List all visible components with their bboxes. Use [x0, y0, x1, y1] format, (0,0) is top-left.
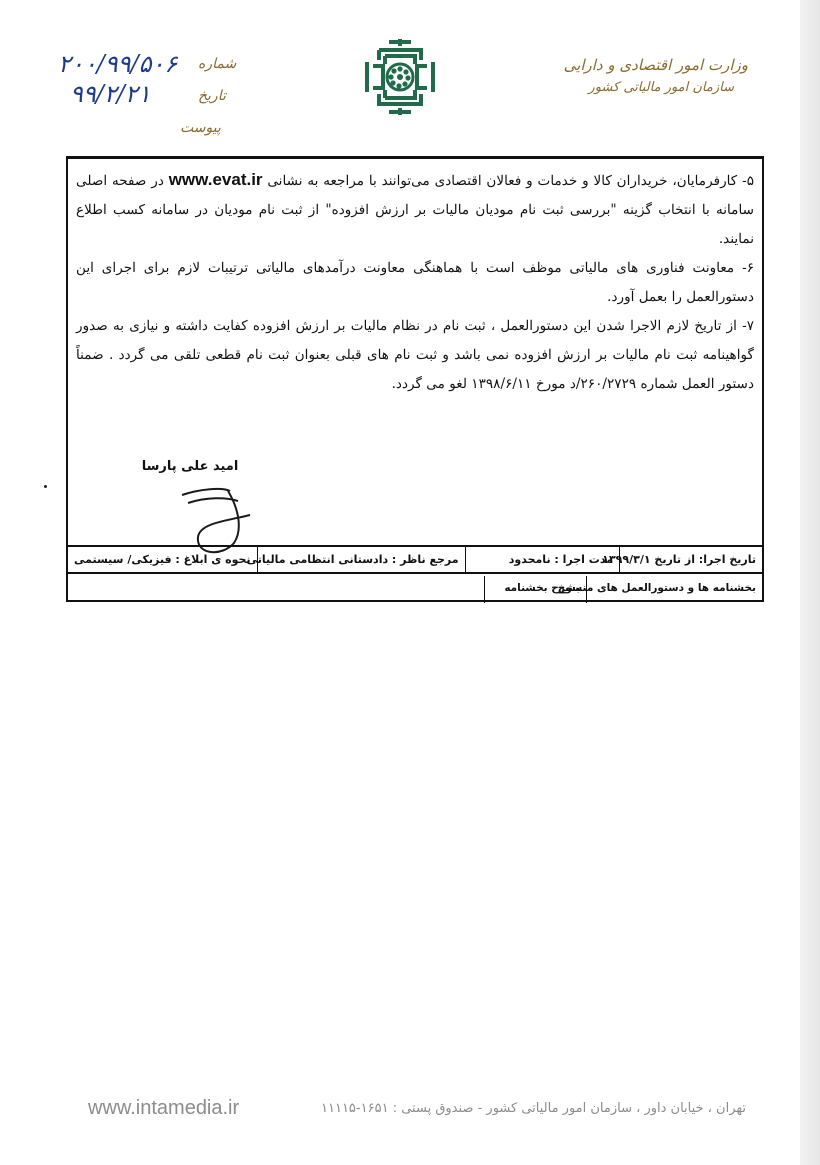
tax-organization-logo-icon — [359, 36, 441, 118]
ministry-name: وزارت امور اقتصادی و دارایی — [563, 56, 748, 74]
page-edge — [800, 0, 820, 1165]
letter-date: ۹۹/۲/۲۱ — [70, 80, 151, 108]
speck — [44, 485, 47, 488]
notification-method: نحوه ی ابلاغ : فیزیکی/ سیستمی — [74, 553, 251, 566]
evat-link[interactable]: www.evat.ir — [168, 170, 263, 189]
organization-name: سازمان امور مالیاتی کشور — [588, 80, 734, 95]
circular-body — [76, 165, 754, 399]
clause-5 — [76, 165, 754, 254]
execution-duration: مدت اجرا : نامحدود — [465, 547, 619, 572]
ministry-header — [528, 52, 748, 98]
revoked-circulars-label: بخشنامه ها و دستورالعمل های منسوخ — [586, 576, 762, 603]
signer-name: امید علی پارسا — [141, 459, 239, 474]
letter-number: ۲۰۰/۹۹/۵۰۶ — [58, 50, 178, 78]
revoked-circulars-row — [68, 576, 762, 603]
footer-url[interactable]: www.intamedia.ir — [88, 1097, 240, 1119]
supervising-authority: مرجع ناظر : دادستانی انتظامی مالیاتی — [257, 547, 465, 572]
clause-6: ۶- معاونت فناوری های مالیاتی موظف است با هماهنگی معاونت درآمدهای مالیاتی ترتیبات لازم برای اجرای این دستورالعمل را بعمل آورد. — [76, 260, 754, 305]
clause-5-end: در صفحه اصلی سامانه با انتخاب گزینه "بررسی ثبت نام مودیان مالیات بر ارزش افزوده" از ثبت نام مودیان در سامانه کسب اطلاع نمایند. — [76, 173, 754, 247]
footer-address: تهران ، خیابان داور ، سازمان امور مالیاتی کشور - صندوق پستی : ۱۶۵۱-۱۱۱۱۵ — [321, 1101, 746, 1116]
number-label: شماره — [198, 56, 237, 72]
attachment-label: پیوست — [180, 120, 221, 136]
letter-meta — [58, 50, 237, 140]
date-label: تاریخ — [198, 88, 226, 104]
revoked-circulars-value: بشرح بخشنامه — [484, 576, 586, 603]
clause-7: ۷- از تاریخ لازم الاجرا شدن این دستورالعمل ، ثبت نام در نظام مالیات بر ارزش افزوده کفایت داشته و نیازی به صدور گواهینامه ثبت نام مالیات بر ارزش افزوده نمی باشد و ثبت نام های قبلی بعنوان ثبت نام قطعی تلقی می گردد . ضمناً دستور العمل شماره ۲۶۰/۲۷۲۹/د مورخ ۱۳۹۸/۶/۱۱ لغو می گردد. — [76, 318, 754, 392]
clause-5-start: ۵- کارفرمایان، خریداران کالا و خدمات و فعالان اقتصادی می‌توانند با مراجعه به نشانی — [262, 173, 754, 189]
circular-frame — [66, 156, 764, 602]
execution-date: تاریخ اجرا: از تاریخ ۱۳۹۹/۳/۱ — [619, 547, 762, 572]
execution-info-row — [68, 545, 762, 574]
